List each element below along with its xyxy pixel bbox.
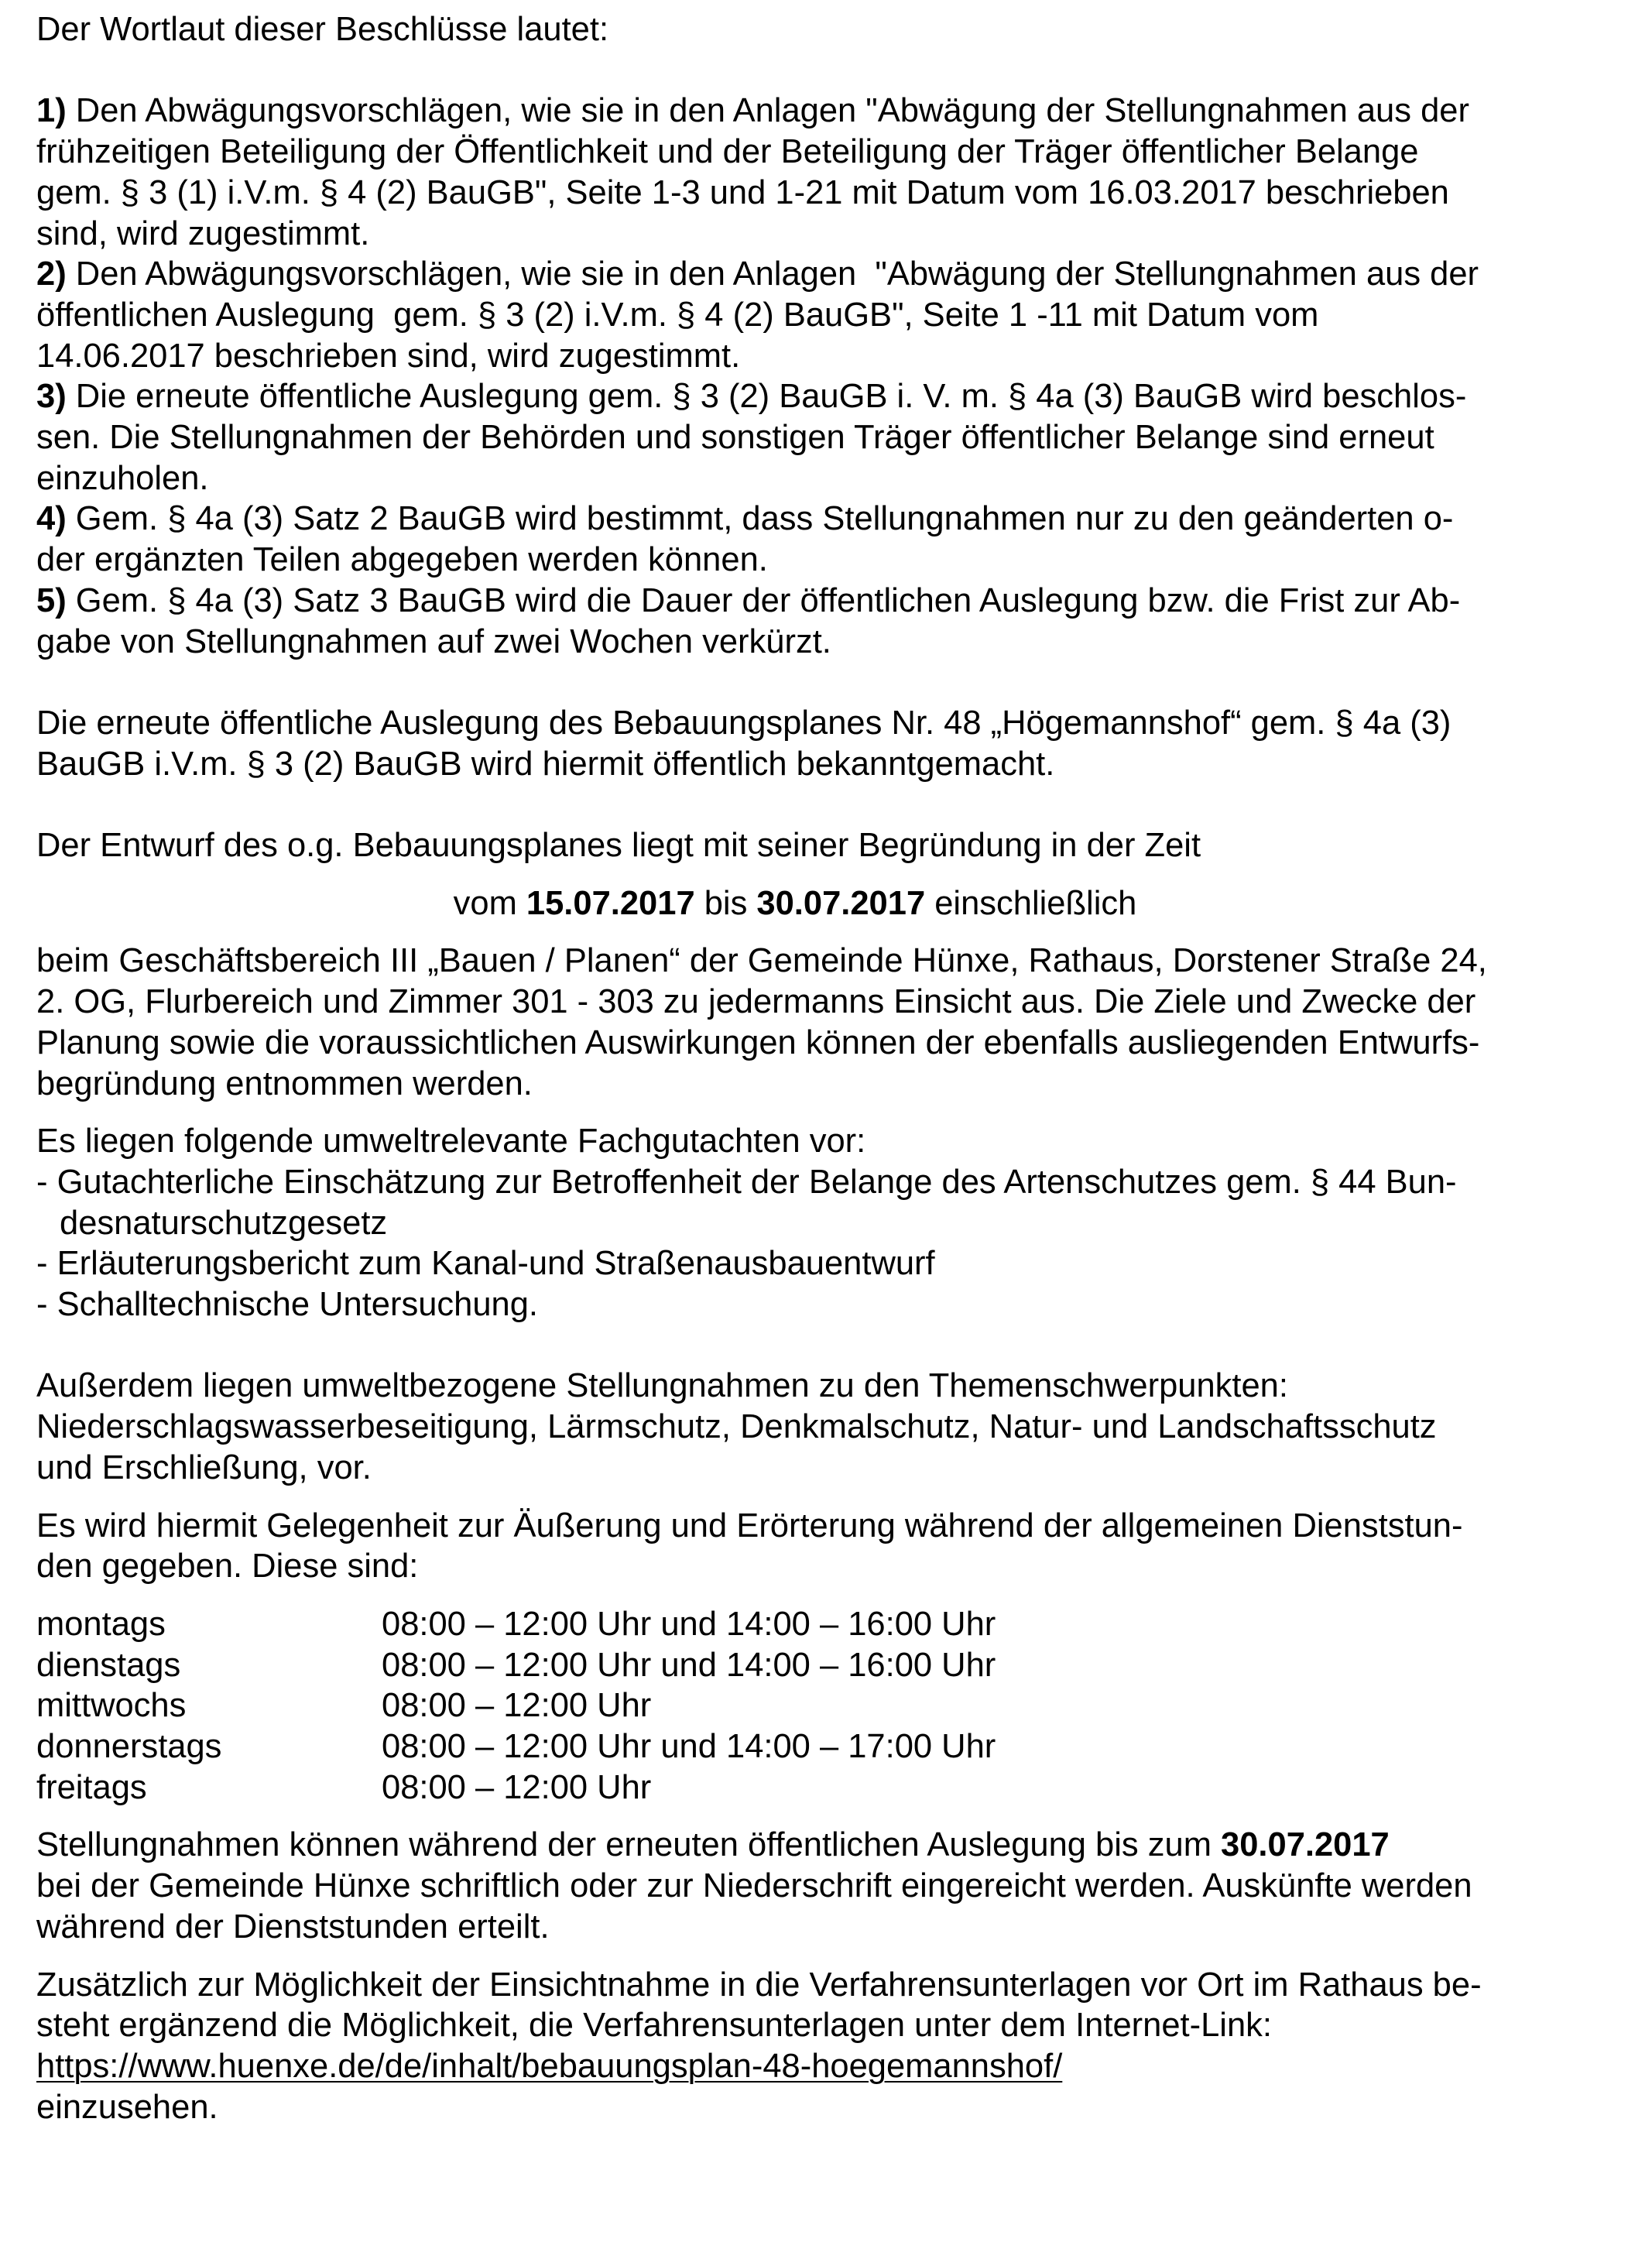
- period-middle: bis: [694, 884, 757, 922]
- announcement-line: Die erneute öffentliche Auslegung des Bebauungsplanes Nr. 48 „Högemannshof“ gem. § 4a (3): [36, 704, 1451, 742]
- office-hours-time: 08:00 – 12:00 Uhr: [382, 1687, 652, 1725]
- online-line: Zusätzlich zur Möglichkeit der Einsichtnahme in die Verfahrensunterlagen vor Ort im Rathaus be-: [36, 1966, 1482, 2004]
- opportunity-text: [36, 1506, 1554, 1587]
- report-item: - Gutachterliche Einschätzung zur Betroffenheit der Belange des Artenschutzes gem. § 44 Bun-: [36, 1163, 1457, 1201]
- period-suffix: einschließlich: [925, 884, 1137, 922]
- office-hours-day: montags: [36, 1605, 166, 1643]
- office-hours-day: donnerstags: [36, 1728, 222, 1766]
- opportunity-line: Es wird hiermit Gelegenheit zur Äußerung und Erörterung während der allgemeinen Dienststun-: [36, 1507, 1463, 1544]
- plan-documents-link[interactable]: https://www.huenxe.de/de/inhalt/bebauungsplan-48-hoegemannshof/: [36, 2047, 1063, 2085]
- office-hours-row: [36, 1685, 1554, 1726]
- office-hours-row: [36, 1726, 1554, 1767]
- office-hours-time: 08:00 – 12:00 Uhr und 14:00 – 16:00 Uhr: [382, 1605, 996, 1643]
- office-hours-time: 08:00 – 12:00 Uhr und 14:00 – 17:00 Uhr: [382, 1728, 996, 1766]
- resolution-line: Den Abwägungsvorschlägen, wie sie in den Anlagen "Abwägung der Stellungnahmen aus der: [66, 255, 1479, 293]
- document-body: [36, 9, 1554, 2127]
- location-text: [36, 941, 1554, 1104]
- period-prefix: vom: [453, 884, 526, 922]
- announcement-text: [36, 703, 1554, 784]
- resolution-line: 14.06.2017 beschrieben sind, wird zugestimmt.: [36, 337, 741, 375]
- office-hours-time: 08:00 – 12:00 Uhr und 14:00 – 16:00 Uhr: [382, 1646, 996, 1684]
- resolution-list: [36, 91, 1554, 662]
- submission-text: [36, 1825, 1554, 1947]
- intro-text: Der Wortlaut dieser Beschlüsse lautet:: [36, 11, 609, 48]
- office-hours-day: dienstags: [36, 1646, 181, 1684]
- resolution-line: einzuholen.: [36, 459, 209, 497]
- resolution-number: 3): [36, 378, 67, 416]
- draft-intro-text: Der Entwurf des o.g. Bebauungsplanes liegt mit seiner Begründung in der Zeit: [36, 827, 1201, 865]
- report-item: - Erläuterungsbericht zum Kanal-und Straßenausbauentwurf: [36, 1245, 935, 1283]
- resolution-1: [36, 91, 1554, 254]
- statements-text: [36, 1366, 1554, 1488]
- resolution-2: [36, 254, 1554, 376]
- resolution-line: gem. § 3 (1) i.V.m. § 4 (2) BauGB", Seite 1-3 und 1-21 mit Datum vom 16.03.2017 beschrieben: [36, 173, 1449, 211]
- resolution-line: Gem. § 4a (3) Satz 3 BauGB wird die Dauer der öffentlichen Auslegung bzw. die Frist zur Ab-: [66, 581, 1461, 619]
- resolution-line: öffentlichen Auslegung gem. § 3 (2) i.V.m. § 4 (2) BauGB", Seite 1 -11 mit Datum vom: [36, 296, 1319, 334]
- online-line: steht ergänzend die Möglichkeit, die Verfahrensunterlagen unter dem Internet-Link:: [36, 2007, 1272, 2045]
- reports-section: [36, 1121, 1554, 1325]
- office-hours-time: 08:00 – 12:00 Uhr: [382, 1768, 652, 1806]
- resolution-number: 5): [36, 581, 67, 619]
- office-hours-table: [36, 1604, 1554, 1808]
- display-period: [36, 883, 1554, 924]
- resolution-line: Den Abwägungsvorschlägen, wie sie in den Anlagen "Abwägung der Stellungnahmen aus der: [66, 92, 1469, 130]
- office-hours-row: [36, 1604, 1554, 1645]
- report-item: - Schalltechnische Untersuchung.: [36, 1286, 539, 1324]
- location-line: 2. OG, Flurbereich und Zimmer 301 - 303 zu jedermanns Einsicht aus. Die Ziele und Zwecke der: [36, 983, 1476, 1021]
- statements-line: Niederschlagswasserbeseitigung, Lärmschutz, Denkmalschutz, Natur- und Landschaftsschutz: [36, 1408, 1437, 1446]
- resolution-4: [36, 499, 1554, 580]
- office-hours-row: [36, 1645, 1554, 1686]
- period-start-date: 15.07.2017: [526, 884, 695, 922]
- location-line: beim Geschäftsbereich III „Bauen / Planen“ der Gemeinde Hünxe, Rathaus, Dorstener Straße 24,: [36, 942, 1487, 980]
- online-text: [36, 1965, 1554, 2128]
- location-line: Planung sowie die voraussichtlichen Auswirkungen können der ebenfalls ausliegenden Entwurfs-: [36, 1023, 1480, 1061]
- submission-deadline-date: 30.07.2017: [1221, 1826, 1390, 1864]
- resolution-line: sind, wird zugestimmt.: [36, 214, 370, 252]
- statements-line: und Erschließung, vor.: [36, 1448, 372, 1486]
- submission-line: bei der Gemeinde Hünxe schriftlich oder zur Niederschrift eingereicht werden. Auskünfte werden: [36, 1867, 1472, 1905]
- report-item-continuation: desnaturschutzgesetz: [60, 1204, 388, 1242]
- opportunity-line: den gegeben. Diese sind:: [36, 1548, 419, 1586]
- resolution-5: [36, 581, 1554, 662]
- announcement-line: BauGB i.V.m. § 3 (2) BauGB wird hiermit öffentlich bekanntgemacht.: [36, 745, 1055, 783]
- submission-line: Stellungnahmen können während der erneuten öffentlichen Auslegung bis zum: [36, 1826, 1222, 1864]
- resolution-number: 1): [36, 92, 67, 130]
- resolution-line: der ergänzten Teilen abgegeben werden können.: [36, 541, 768, 579]
- resolution-line: frühzeitigen Beteiligung der Öffentlichkeit und der Beteiligung der Träger öffentlicher Belange: [36, 133, 1419, 171]
- reports-heading: Es liegen folgende umweltrelevante Fachgutachten vor:: [36, 1123, 866, 1160]
- office-hours-day: mittwochs: [36, 1687, 187, 1725]
- office-hours-row: [36, 1767, 1554, 1808]
- period-end-date: 30.07.2017: [756, 884, 926, 922]
- resolution-line: sen. Die Stellungnahmen der Behörden und sonstigen Träger öffentlicher Belange sind erneut: [36, 419, 1434, 457]
- statements-line: Außerdem liegen umweltbezogene Stellungnahmen zu den Themenschwerpunkten:: [36, 1367, 1288, 1405]
- resolution-number: 2): [36, 255, 67, 293]
- resolution-number: 4): [36, 500, 67, 538]
- resolution-3: [36, 376, 1554, 499]
- office-hours-day: freitags: [36, 1768, 147, 1806]
- resolution-line: Die erneute öffentliche Auslegung gem. § 3 (2) BauGB i. V. m. § 4a (3) BauGB wird beschlos-: [66, 378, 1467, 416]
- location-line: begründung entnommen werden.: [36, 1064, 533, 1102]
- submission-line: während der Dienststunden erteilt.: [36, 1908, 550, 1945]
- resolution-line: Gem. § 4a (3) Satz 2 BauGB wird bestimmt, dass Stellungnahmen nur zu den geänderten o-: [66, 500, 1454, 538]
- resolution-line: gabe von Stellungnahmen auf zwei Wochen verkürzt.: [36, 622, 831, 660]
- online-line: einzusehen.: [36, 2088, 218, 2126]
